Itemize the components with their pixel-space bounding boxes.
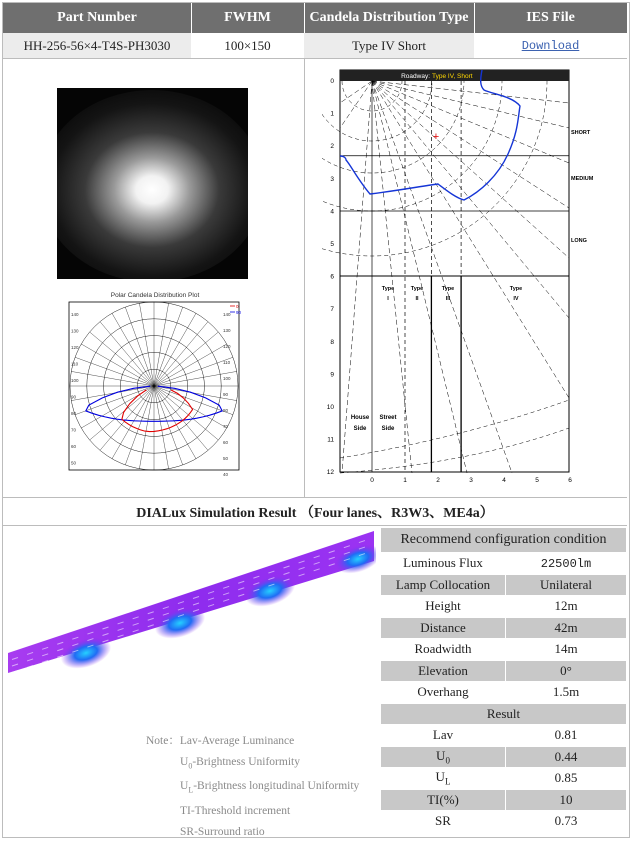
cond-value: 0°	[506, 660, 627, 682]
result-heading: Result	[381, 703, 627, 725]
result-label-ul: $U_L$	[435, 769, 451, 788]
roadway-y-tick: 8	[330, 338, 334, 346]
polar-scale-right-label: 50	[223, 456, 229, 461]
roadway-y-tick: 7	[330, 306, 334, 314]
cond-value-text: 22500lm	[540, 557, 592, 572]
roadway-y-tick: 10	[326, 404, 334, 411]
note-text: 0	[188, 760, 193, 770]
polar-scale-left-label: 130	[71, 328, 79, 334]
roadway-x-tick: 2	[436, 477, 440, 484]
cell-ies-file	[474, 33, 627, 58]
polar-scale-right-label: 60	[223, 440, 229, 445]
note-text: -Brightness longitudinal Uniformity	[193, 780, 360, 793]
row-divider	[3, 525, 627, 526]
conditions-heading: Recommend configuration condition	[381, 528, 627, 553]
street-side-label-1: Street	[379, 415, 397, 421]
roadway-max-marker: +	[432, 131, 440, 143]
row-divider	[3, 497, 627, 498]
street-side-label-2: Side	[381, 426, 395, 432]
dialux-section-title	[3, 499, 627, 525]
roadway-type-label: III	[445, 296, 451, 302]
header-fwhm	[191, 3, 304, 33]
polar-scale-right-label: 120	[223, 344, 231, 349]
roadway-y-tick: 2	[330, 143, 334, 151]
roadway-y-tick: 12	[326, 469, 334, 477]
roadway-x-tick: 3	[469, 477, 473, 484]
polar-scale-left-label: 110	[71, 361, 79, 367]
polar-candela-plot	[57, 288, 247, 476]
notes-block	[146, 731, 359, 843]
result-label: Lav	[381, 725, 506, 747]
roadway-type-label: I	[387, 296, 389, 302]
roadway-x-tick: 1	[403, 477, 407, 484]
roadway-band-label: SHORT	[571, 130, 591, 136]
roadway-x-tick: 5	[535, 477, 539, 484]
cond-value: 12m	[506, 596, 627, 618]
note-text: L	[188, 785, 194, 795]
note-text: SR-Surround ratio	[180, 825, 265, 838]
note-text: -Brightness Uniformity	[192, 755, 300, 768]
polar-scale-left-label: 120	[71, 345, 79, 350]
polar-scale-right-label: 130	[223, 328, 231, 333]
header-part-number-label: Part Number	[57, 10, 137, 25]
result-value: 10	[506, 789, 627, 811]
cond-label: Luminous Flux	[381, 553, 506, 575]
note-line	[146, 822, 359, 843]
header-candela-type-label: Candela Distribution Type	[309, 10, 469, 25]
cell-candela-type	[304, 33, 474, 58]
roadway-y-tick: 5	[330, 241, 334, 248]
dialux-section-title-text: DIALux Simulation Result （Four lanes、R3W3、ME4a）	[136, 506, 494, 521]
polar-scale-left-label: 80	[71, 411, 77, 416]
conditions-table	[380, 527, 627, 833]
note-text: TI-Threshold increment	[180, 805, 291, 818]
cond-value	[506, 553, 627, 575]
roadway-band-label: LONG	[571, 238, 587, 244]
polar-scale-right-label: 80	[223, 408, 229, 413]
roadway-y-tick: 4	[330, 208, 334, 216]
roadway-title-prefix: Roadway:	[401, 73, 430, 80]
result-label-u0: $U_0$	[436, 747, 450, 766]
polar-scale-left-label: 70	[71, 427, 77, 433]
result-label	[381, 746, 506, 768]
polar-scale-left-label: 100	[71, 378, 79, 383]
roadway-type-label: II	[415, 296, 419, 302]
header-divider	[191, 3, 192, 33]
roadway-x-tick: 0	[370, 477, 374, 484]
cond-label: Overhang	[381, 682, 506, 704]
result-value: 0.73	[506, 811, 627, 833]
polar-scale-right-label: 90	[223, 392, 229, 397]
polar-scale-right-label: 140	[223, 312, 231, 317]
polar-scale-left-label: 60	[71, 444, 77, 449]
roadway-type-label: Type	[381, 286, 395, 292]
roadway-y-tick: 0	[330, 78, 334, 85]
header-divider	[304, 3, 305, 33]
polar-scale-right-label: 40	[223, 472, 229, 476]
polar-scale-left-label: 90	[71, 394, 77, 400]
column-divider	[304, 58, 305, 498]
roadway-band-label: MEDIUM	[571, 176, 594, 182]
roadway-chart	[322, 68, 622, 486]
row-divider	[3, 58, 627, 59]
polar-scale-right-label: 70	[223, 424, 229, 429]
roadway-x-tick: 4	[502, 477, 506, 484]
cond-value: 14m	[506, 639, 627, 661]
result-value: 0.81	[506, 725, 627, 747]
road-luminance-render	[8, 531, 376, 673]
result-value: 0.44	[506, 746, 627, 768]
note-prefix: Note：	[146, 735, 180, 747]
header-candela-type	[304, 3, 474, 33]
house-side-label-2: Side	[353, 426, 367, 432]
roadway-type-label: IV	[513, 296, 519, 302]
note-line	[146, 776, 359, 801]
roadway-y-tick: 6	[330, 273, 334, 281]
header-ies-file-label: IES File	[526, 10, 575, 25]
polar-scale-right-label: 110	[223, 360, 231, 365]
roadway-y-tick: 3	[330, 175, 334, 183]
beam-photo	[57, 88, 248, 279]
result-label	[381, 768, 506, 790]
roadway-y-tick: 11	[327, 436, 334, 444]
note-text: Lav-Average Luminance	[179, 735, 295, 747]
ies-download-link[interactable]: Download	[521, 38, 580, 53]
cond-label: Elevation	[381, 660, 506, 682]
cond-value: 1.5m	[506, 682, 627, 704]
header-part-number	[3, 3, 191, 33]
polar-plot-title: Polar Candela Distribution Plot	[110, 292, 200, 299]
cond-value: 42m	[506, 617, 627, 639]
cond-label: Lamp Collocation	[381, 574, 506, 596]
header-ies-file	[474, 3, 627, 33]
result-label: SR	[381, 811, 506, 833]
roadway-x-tick: 6	[568, 477, 572, 484]
result-label: TI(%)	[381, 789, 506, 811]
note-text: U	[180, 780, 189, 793]
cond-value: Unilateral	[506, 574, 627, 596]
cell-part-number	[3, 33, 191, 58]
header-fwhm-label: FWHM	[224, 10, 271, 25]
note-line	[146, 801, 359, 822]
fwhm-value: 100×150	[224, 37, 271, 53]
note-text: U	[180, 755, 189, 768]
polar-scale-right-label: 100	[223, 376, 231, 381]
roadway-type-label: Type	[509, 286, 523, 292]
roadway-y-tick: 1	[330, 110, 334, 118]
result-value: 0.85	[506, 768, 627, 790]
polar-scale-left-label: 140	[71, 312, 79, 317]
roadway-type-label: Type	[441, 286, 455, 292]
candela-type-value: Type IV Short	[352, 37, 426, 53]
polar-legend-0: 0	[236, 304, 239, 309]
part-number-value: HH-256-56×4-T4S-PH3030	[23, 37, 171, 53]
cell-fwhm	[191, 33, 304, 58]
roadway-y-tick: 9	[330, 371, 334, 379]
note-line	[146, 731, 359, 752]
note-line	[146, 752, 359, 777]
cond-label: Roadwidth	[381, 639, 506, 661]
polar-legend-90: 90	[236, 310, 242, 315]
roadway-type-label: Type	[410, 286, 424, 292]
header-divider	[474, 3, 475, 33]
cond-label: Height	[381, 596, 506, 618]
house-side-label-1: House	[350, 415, 370, 421]
roadway-title-type: Type IV, Short	[432, 73, 473, 80]
polar-scale-left-label: 50	[71, 460, 77, 466]
cond-label: Distance	[381, 617, 506, 639]
